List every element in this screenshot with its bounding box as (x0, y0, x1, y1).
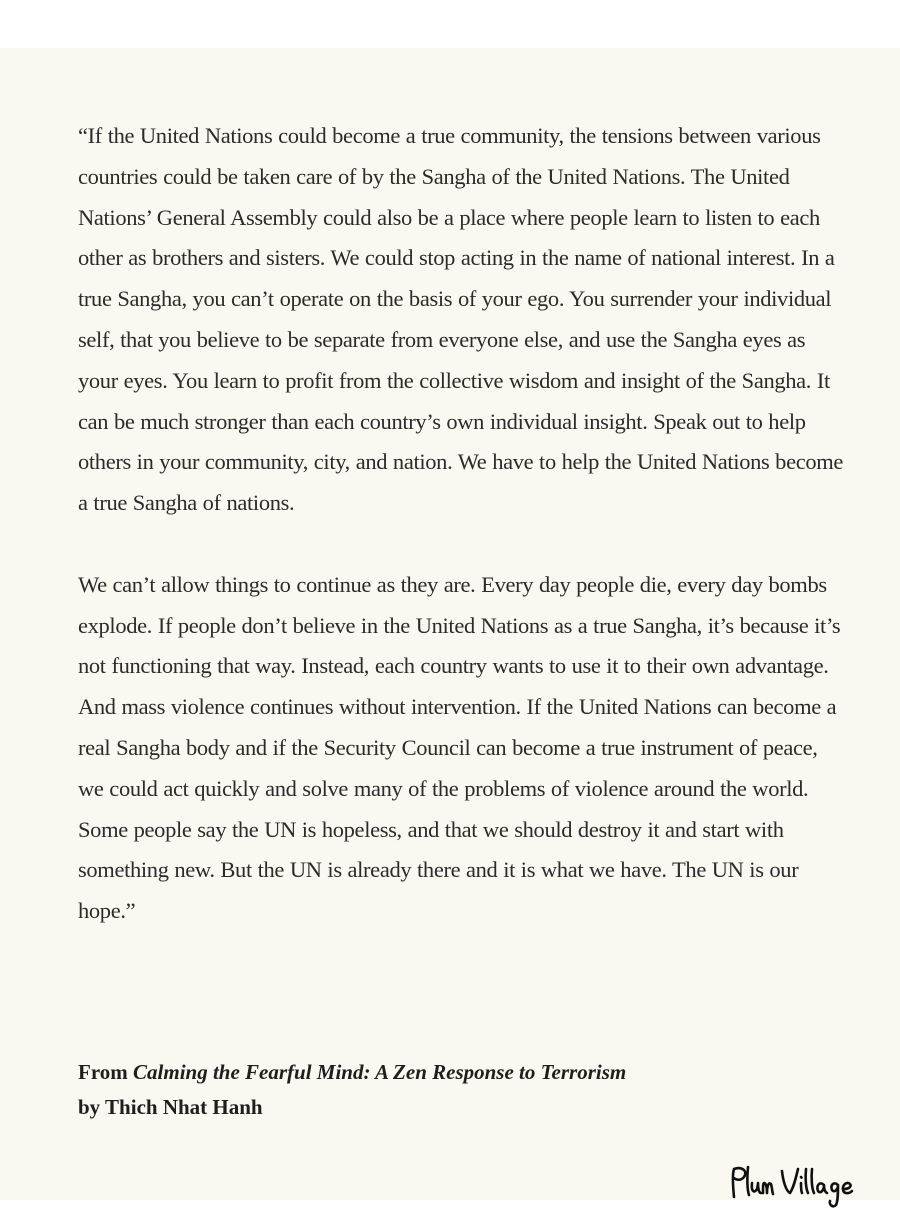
quote-card (0, 48, 900, 1200)
attribution (78, 1055, 626, 1125)
plum-village-signature-logo (728, 1163, 868, 1209)
quote-text (78, 116, 848, 932)
author-line: by Thich Nhat Hanh (78, 1095, 263, 1119)
quote-paragraph-1: “If the United Nations could become a true community, the tensions between various countries could be taken care of by the Sangha of the United Nations. The United Nations’ General Assembly could also be a place where people learn to listen to each other as brothers and sisters. We could stop acting in the name of national interest. In a true Sangha, you can’t operate on the basis of your ego. You surrender your individual self, that you believe to be separate from everyone else, and use the Sangha eyes as your eyes. You learn to profit from the collective wisdom and insight of the Sangha. It can be much stronger than each country’s own individual insight. Speak out to help others in your community, city, and nation. We have to help the United Nations become a true Sangha of nations. (78, 123, 844, 516)
source-line (78, 1055, 626, 1090)
book-title: Calming the Fearful Mind: A Zen Response to Terrorism (133, 1060, 627, 1084)
quote-paragraph-2: We can’t allow things to continue as they are. Every day people die, every day bombs explode. If people don’t believe in the United Nations as a true Sangha, it’s because it’s not functioning that way. Instead, each country wants to use it to their own advantage. And mass violence continues without intervention. If the United Nations can become a real Sangha body and if the Security Council can become a true instrument of peace, we could act quickly and solve many of the problems of violence around the world. Some people say the UN is hopeless, and that we should destroy it and start with something new. But the UN is already there and it is what we have. The UN is our hope.” (78, 571, 841, 924)
from-label: From (78, 1060, 128, 1084)
signature-icon (728, 1163, 868, 1209)
